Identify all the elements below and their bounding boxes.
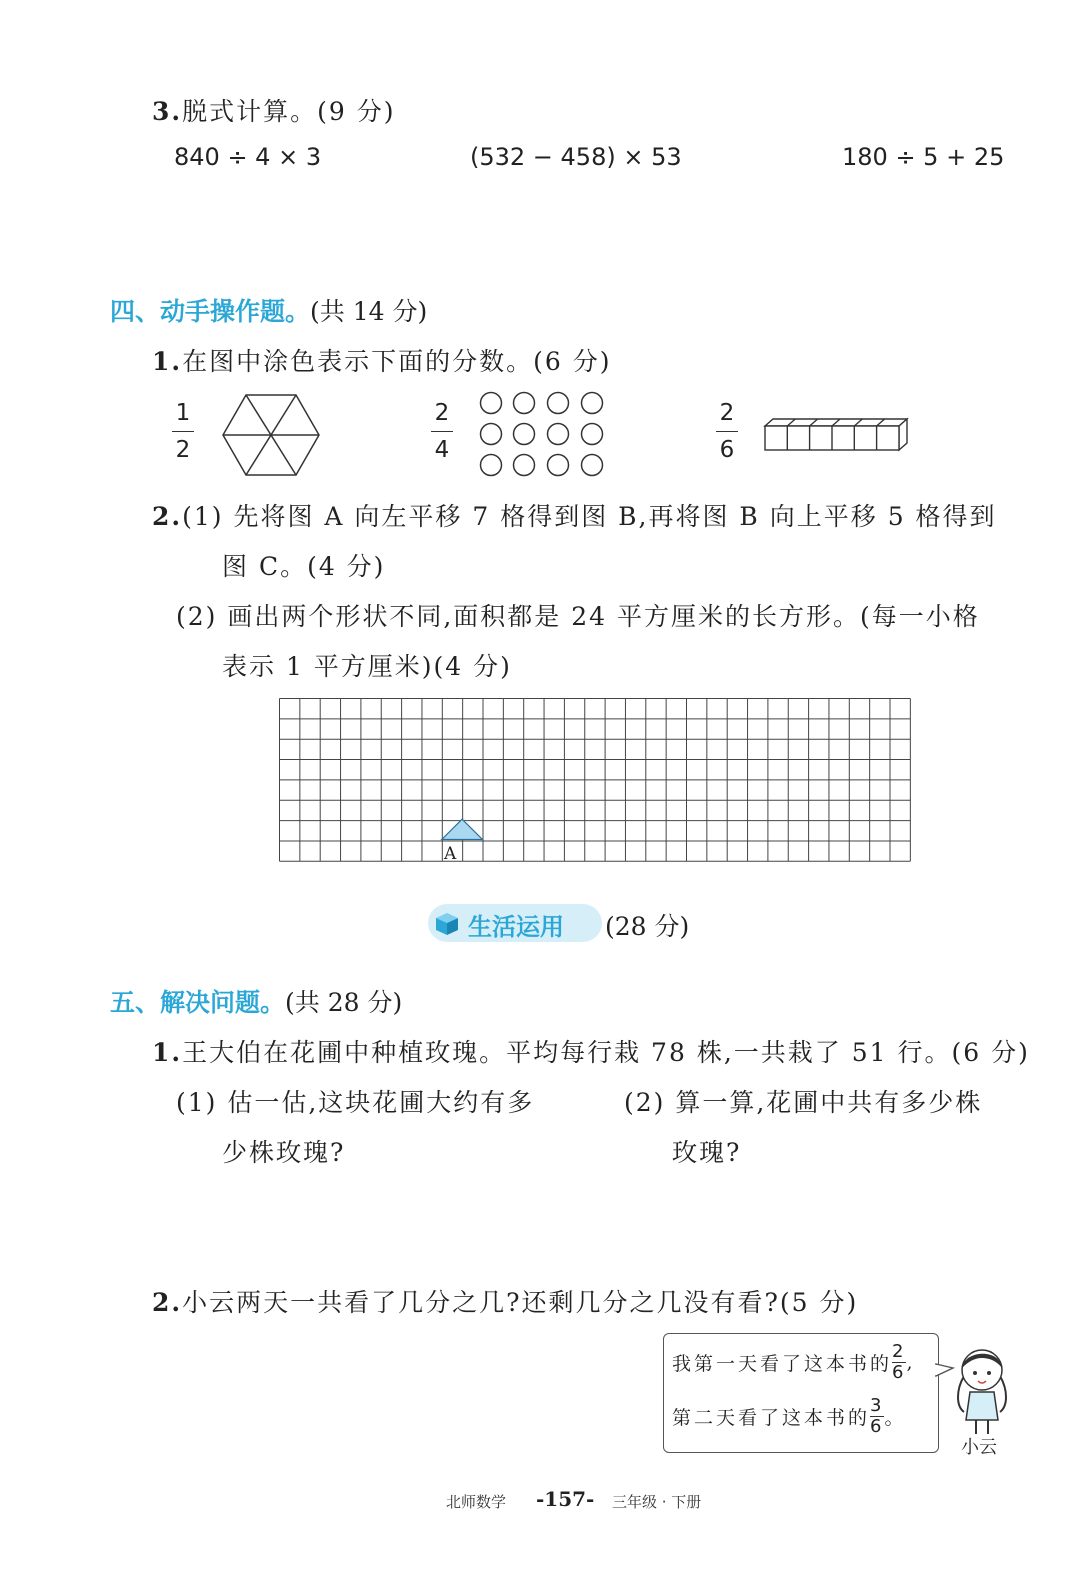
bubble-line-1 (672, 1342, 916, 1383)
section4-heading: 四、动手操作题。 (110, 297, 311, 326)
bubble-text-1: 我第一天看了这本书的 (672, 1353, 893, 1375)
s4-q2-line1 (152, 497, 997, 533)
s5-q1-part2-line2: 玫瑰? (672, 1138, 742, 1167)
s4-q2-part2-line1: (2) 画出两个形状不同,面积都是 24 平方厘米的长方形。(每一小格 (176, 602, 980, 631)
cube-bar-figure[interactable] (763, 416, 911, 454)
q3-title: 脱式计算。(9 分) (182, 97, 396, 126)
shape-a-label: A (444, 844, 457, 863)
girl-character-illustration (950, 1340, 1014, 1436)
section4-score: (共 14 分) (310, 297, 428, 326)
s5-q1-part1-line2: 少株玫瑰? (222, 1138, 346, 1167)
s4-q2-part1-line2: 图 C。(4 分) (222, 552, 386, 581)
expression-2: (532 − 458) × 53 (470, 143, 682, 171)
fraction-one-half (170, 398, 196, 465)
q3-heading (152, 92, 395, 128)
speech-bubble (663, 1333, 939, 1453)
bubble-comma: , (906, 1351, 916, 1374)
footer-book-name: 北师数学 (446, 1493, 507, 1511)
s5-q1-part1-line1: (1) 估一估,这块花圃大约有多 (176, 1088, 535, 1117)
square-grid[interactable] (278, 697, 912, 863)
bubble-fraction-1 (892, 1342, 906, 1383)
s4-q1-line (152, 342, 611, 378)
s5-q2-text: 小云两天一共看了几分之几?还剩几分之几没有看?(5 分) (182, 1288, 859, 1317)
circle-group-figure[interactable] (478, 390, 608, 480)
fraction-numerator: 2 (719, 400, 735, 426)
s5-q1-line (152, 1033, 1030, 1069)
bubble-line-2 (672, 1396, 906, 1437)
s4-q1-text: 在图中涂色表示下面的分数。(6 分) (182, 347, 612, 376)
s5-q2-number: 2. (152, 1288, 183, 1317)
bubble-period: 。 (884, 1407, 907, 1429)
footer-grade: 三年级 · 下册 (612, 1493, 702, 1511)
fraction-denominator: 2 (175, 437, 191, 463)
fraction-denominator: 6 (719, 437, 735, 463)
section4-header (110, 292, 427, 328)
fraction-denominator: 4 (434, 437, 450, 463)
s4-q1-number: 1. (152, 347, 183, 376)
bubble-text-2: 第二天看了这本书的 (672, 1407, 871, 1429)
shape-a-triangle[interactable] (442, 819, 483, 839)
section5-heading: 五、解决问题。 (110, 988, 286, 1017)
fraction-denominator: 6 (892, 1362, 907, 1383)
hexagon-figure[interactable] (220, 392, 322, 478)
banner-score: (28 分) (605, 912, 690, 941)
banner-label: 生活运用 (468, 913, 564, 941)
cube-icon (433, 910, 461, 938)
section5-score: (共 28 分) (285, 988, 403, 1017)
fraction-two-fourths (429, 398, 455, 465)
s5-q1-part2-line1: (2) 算一算,花圃中共有多少株 (624, 1088, 983, 1117)
s5-q1-number: 1. (152, 1038, 183, 1067)
fraction-two-sixths (714, 398, 740, 465)
bubble-fraction-2 (870, 1396, 884, 1437)
s4-q2-part1-line1: (1) 先将图 A 向左平移 7 格得到图 B,再将图 B 向上平移 5 格得到 (182, 502, 997, 531)
character-name: 小云 (961, 1437, 997, 1458)
fraction-numerator: 2 (434, 400, 450, 426)
footer-page-number: -157- (536, 1487, 595, 1511)
s4-q2-part2-line2: 表示 1 平方厘米)(4 分) (222, 652, 512, 681)
s5-q1-text: 王大伯在花圃中种植玫瑰。平均每行栽 78 株,一共栽了 51 行。(6 分) (182, 1038, 1030, 1067)
fraction-numerator: 1 (175, 400, 191, 426)
s4-q2-number: 2. (152, 502, 183, 531)
fraction-numerator: 3 (870, 1395, 885, 1416)
expression-3: 180 ÷ 5 + 25 (842, 143, 1005, 171)
expression-1: 840 ÷ 4 × 3 (174, 143, 322, 171)
section5-header (110, 983, 402, 1019)
fraction-denominator: 6 (870, 1416, 885, 1437)
s5-q2-line (152, 1283, 858, 1319)
q3-number: 3. (152, 97, 183, 126)
fraction-numerator: 2 (892, 1341, 907, 1362)
